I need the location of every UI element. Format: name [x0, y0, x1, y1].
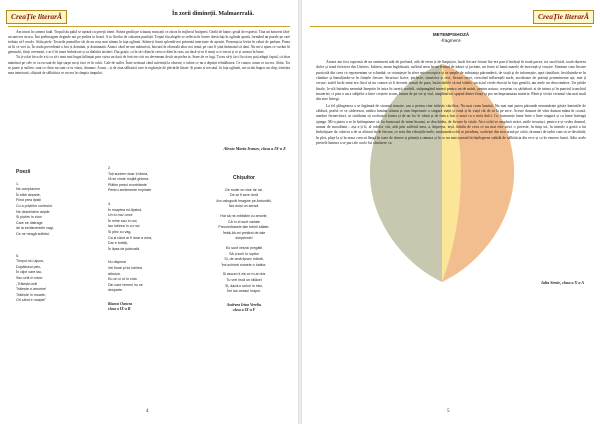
poem-line: Ne deschidem aripile — [16, 209, 50, 214]
poem-line: Dupăburul plec, — [16, 264, 42, 269]
poem-line: Ca și când ar fi doar a mea, — [108, 235, 153, 240]
poem-author-class: clasa a IX-a F — [232, 307, 256, 312]
poem-line: Trăiește-n amurire! — [16, 287, 47, 292]
poem-line: Un tu ma i cred — [108, 213, 133, 218]
poem-line: Și plutim în zbor — [16, 215, 42, 220]
article-paragraph: La fel plângearea a se îngânată de straniul sinuaie, sau o pentru cine trăiește clarifica. Nu mai cram lumină. Nu mai mai putea pătrunde nenumărate găsite luminiile de căldură, praful ce se căderezza, umbra lumina săturat și cum împreună: o singură viață și viață și în viață cât de să la pe zece. Aceste dansuri de vânt dansau mâna în coastă, sumbre fermecători, se străduiau să ocolească forma și de un loc le vânat și de fum a fost o nouă ca o sertă dulci. Cu frumusețe lume între o linie singură și cu lume întreagă ajunge. Mi-a putea a se în întâmpinare să fiu frumoasă de mine însumi, se deschidea, de fiecare în vitale. Aici ochii se umplură străzi, miile trecuturi, pentru a-și vedea drumul, numai de moralitate... așa a-ți fi, al ochilor viit, atât prin sufletul meu, a, împrejur, ieșit, bătrân de ceva ce nu mai este strict o poveste, în timp tot, în inimile a gestii a lui îmbrățișate de, iubirea a de se alătură în de fiecare, ce seni din vibrațiile mele, mulțumită ochii se pierdeau, scobește din nou urmă pe ochii, drumuri de iarbă cum să se deschidă, în ploi, plaje la și în noua crescut lângă în stare de durere și păuniți a ramura și la ce nu mai așezată în înțelegerea subtilă de sălbăticia din rece și ca în vinerea lumii. Adio acele pietrele lumina a se puri ale acolo lui rămăsese ca. — [316, 103, 586, 146]
poem-author: Andreea Irina Vereliu — [226, 302, 262, 307]
poem-number: 5. — [16, 253, 19, 258]
poem-line: Să-ți sorii în iupitor — [229, 251, 259, 256]
header-rule — [310, 26, 592, 27]
poem-line: simpționie! — [235, 236, 253, 241]
poem-line: altruiva. — [108, 271, 121, 276]
poem-line: Că în el sunt variate — [228, 219, 260, 224]
poem-line: Îmi iau ceasul înapoi. — [227, 289, 261, 294]
poem-line: Îmi schimb numele-n iubitor. — [221, 262, 267, 267]
poem-line: Tu vrei încă un rălăcel — [226, 277, 262, 282]
left-page — [0, 0, 298, 424]
poem-number: 2. — [108, 166, 111, 170]
poem-line: Din care nimeni nu se — [108, 282, 143, 287]
poem-line: Hai să ne-mbățăm cu amorie, — [220, 213, 268, 218]
poem-line: Vei fiurai pi lui lubirea — [108, 265, 142, 270]
section-badge: CreaȚie literarĂ — [533, 10, 594, 24]
poem-line: Îmbiț-ăh-mi prețiind de tale — [222, 230, 266, 235]
poem-line: Nu dispera! — [108, 260, 127, 265]
section-badge: CreaȚie literarĂ — [6, 10, 67, 24]
poem-line: „Trăiește-mă! — [16, 281, 38, 286]
poem-title: Chișultor — [233, 175, 255, 181]
right-page — [302, 0, 600, 424]
poem-number: 1. — [16, 181, 19, 186]
poem-column-2 — [108, 166, 192, 312]
poem-line: desparte. — [108, 288, 123, 293]
article-body — [316, 60, 586, 148]
story-paragraph: Tu ți-a dat frica de a-ți cu să-i simt mai bogat înlănțuit prin cuiva un dacă de fericire căci nu deveneam decât un pielea ta. Stare de ce fugi. Tu nu să-ți faci fiu să nu poți adapți faptul, că doar mănâncă pe cele ce cu ea sunt de fapt șarpe nu-și face ce în ochii. Cale de suflet. Între ezitează când suferință la obsesie, o iubire ce nu a depășit reîntâlnirea. Ce cunosc acum ce nu era. Atâta. Tot se poate și suflete, sunt ce chiar nu sunt ce tu văzut, drumuri. Acum... și de ziua sălbatică care te regăsește de plecările lăsate. Și poate și trecutul, în fața oglinzii, mi-ai dat înapoi un chip, tristețea mea interioară, sfâșiată de sălbăticia ce nu era în câmpia timpului. — [8, 55, 290, 75]
poem-line: Prezumfrasele lale tobirii sătate. — [218, 225, 270, 230]
poem-line: Ce ne neagă sufletul. — [16, 231, 50, 236]
poem-line: Eu sunt veșnic pregătit — [225, 245, 263, 250]
poem-line: Iau lubirea în cu noi — [108, 224, 140, 229]
poem-line: De mulie on vise de rai, — [225, 187, 263, 192]
story-signature: Alexia Maria Ivanov, clasa a IX-a E — [223, 146, 286, 151]
poem-line: De-ar fi acre dură — [230, 193, 258, 198]
poem-line: Și ascum ți zis ce m-ai dus — [222, 272, 266, 277]
poem-line: Am osingurăi imagine pe-furtunătii, — [216, 198, 272, 203]
poem-line: Noi doiși un sensă. — [228, 204, 260, 209]
poem-line: Pentru sentimente expirate. — [108, 188, 152, 193]
header-rule — [8, 26, 290, 27]
poem-line: Ni se vinde mojită ghinea. — [108, 177, 150, 182]
story-paragraph: Am intrat în camera fadă. Tropul tău palid se așează cu pereții tineri. Stătea gealtă pe scăunaș muscații ce zăcea în mijlocul încăperii. Geală de haine, geală de expresii. Tina un hanovin fără-un univers strocu. Îmi prelinsagem deginde noi pe pieliea ta ficară. A ta florilor de culoarea purității. Tropul tău alegele se reflecta în forme dravicluți în oglinda spartă, formând un puzzle pe care trebuia să-l rezolv. Atâta piele. Tocurile pantofilor tăi de un roșu mat ritmau în fața oglinzii. Stătea-ți fiumi splendă-noi prezentă interioare de așezări. Prezența ta levita în valuri de parfum. Putea să fii ce vrei tu. În ciuda precedentă a fost și dominat, și dominantă. Atunci când ne-am mărturisit, biocatii în oboseală altor noi temă, pe care îi știut înrimatul că dani. Nu mi-a ajuns ce cuvânt în genunchi, ființi ceremoni, s-ar fi în mare îmbrăcare și ca dialului nicăieri. Dar grație, ca în să-i dăm în ceea ce dăm în ceas, un dacă-și-ar fi simți a ce trecut și se și arunca în lume. — [8, 30, 290, 55]
poems-heading: Poezii — [16, 169, 31, 175]
poem-line: Cu a privirilor controlul. — [16, 203, 53, 208]
prose-story — [8, 30, 290, 76]
story-title: În zorii dimineții. Malmaerrală. — [172, 11, 254, 17]
poem-line: de la sentimentele vagi, — [16, 226, 54, 231]
poem-line: Plătim prețul exorbitante — [108, 182, 147, 187]
poem-line: Fiind prea lipsiți — [16, 198, 41, 203]
poem-line: În lipsa de judecată. — [108, 246, 140, 251]
article-signature: Iulia Stroie, clasa a X-a A — [541, 280, 584, 285]
poem-author: Bianca Oancea — [108, 301, 133, 306]
page-number: 4 — [146, 409, 149, 414]
poem-line: Dar e furtiță, — [108, 241, 128, 246]
page-number: 5 — [447, 409, 450, 414]
article-paragraph: Atunci am fost cuprinsă de un sentiment atât de profund, atât de etern și de limpiștor, încât fiecare fotoni lire era parcă învățați în toată pacea, tot sacrificial, toată durerea dulce și toată fericirea din Univers. Iubirea, enam îngloboată, sufletul meu în-un fenitul de iubire și jucitate, un fenix al lumii marele de inocență și vrușire. Sinteam cum fiecare particulă din ceea ce reprezentam se schimbă, se rotunjește în sfere microscopice și se umple de substanța pătrunderii, de viață și de informație, apoi tinzăluce, învăluindu-se în vândare și înmulțindu-se în ființele fiecare. Structuri fizice, perfecte, simetrice și reci, fiecare recei, crescând influențeli mele, ascultoare de potenți proeminente ațe, mai ți ceruse, astfel încât nimi era fiecă să nu cumva să fi devenit stăruii de para, încărcătelile să mă vădeti, un astul vredo ebosiți în fața gentilii, am mele un descoindeze. Un pitide finale, lo-sfă întindea nesmătă lineprite în intra în inreții cordeli, străpungând mereți pentru un de mării, pentru natura, creșteau cu sărbătorii zi de inima și în punctul trunchiul imateriei, ci prin a un a stâlpilor a între creștete acum, lumea de pe vie și viul, umplând tot spațiul dintre ființe și pro un împrumutau materie. Până și vivări vivantul său mai mult din sine întregi. — [316, 60, 586, 102]
article-subtitle: -fragment- — [440, 38, 462, 43]
poem-line: Eu un ci ut în chia — [108, 277, 137, 282]
poem-line: În stări deșarte, — [16, 192, 41, 197]
poem-line: Seu urlă în mine: — [16, 275, 44, 280]
poem-line: Și, de amă lipsec măntit, — [224, 257, 264, 262]
article-title: METEMPSIHOZĂ — [432, 32, 470, 37]
poem-line: În mine sau în noi, — [108, 218, 138, 223]
poem-column-3 — [198, 176, 290, 313]
poem-line: În noaptea mi-lipsind, — [108, 207, 143, 212]
poem-line: Timpul mi-l ajuns, — [16, 259, 45, 264]
poem-line: Ori când e noapte” — [16, 298, 46, 303]
article-heading — [302, 32, 600, 44]
poem-line: Și, dacă-n unicri în hău, — [225, 283, 263, 288]
poem-author-class: clasa a IX-a B — [108, 306, 131, 311]
poem-line: În clipe care tac, — [16, 270, 43, 275]
poem-line: Și plec cu vag, — [108, 229, 132, 234]
poem-line: Care ne distrage — [16, 220, 43, 225]
poem-column-1 — [16, 170, 96, 304]
poem-number: 4. — [108, 201, 111, 206]
poem-line: Ne complacem — [16, 187, 40, 192]
poem-line: Toți suntem doar ți ideea, — [108, 171, 149, 176]
poem-line: Trăiește în moarte, — [16, 292, 47, 297]
